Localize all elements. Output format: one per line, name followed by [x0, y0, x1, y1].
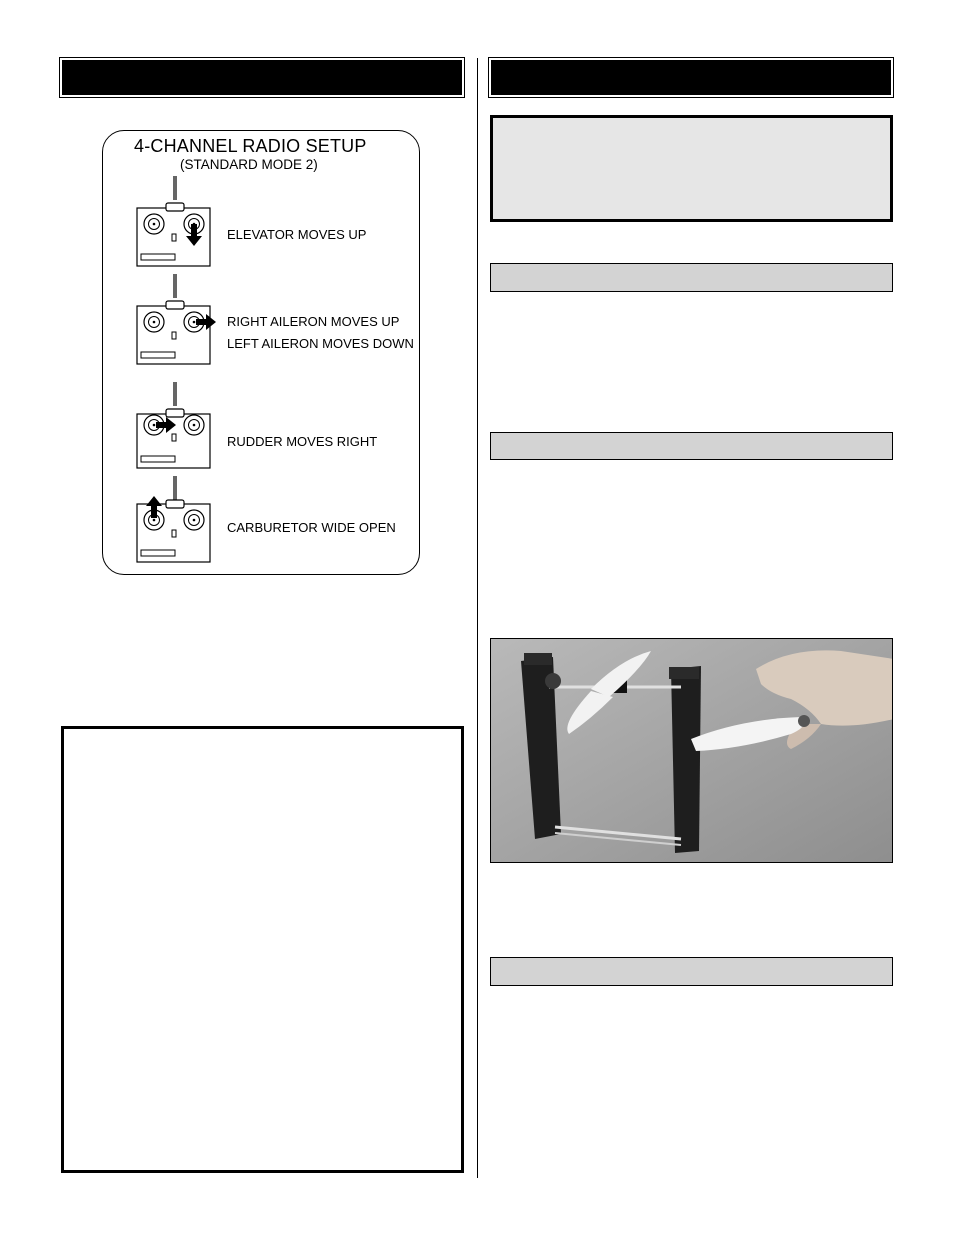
subsection-header-1 [490, 263, 893, 292]
subsection-header-3 [490, 957, 893, 986]
propeller-balancer-photo [490, 638, 893, 863]
propeller-icon [491, 639, 893, 863]
carburetor-step-label: CARBURETOR WIDE OPEN [227, 520, 396, 535]
aileron-step-label-2: LEFT AILERON MOVES DOWN [227, 336, 414, 351]
elevator-step-label: ELEVATOR MOVES UP [227, 227, 367, 242]
transmitter-rudder-icon [136, 382, 212, 474]
rudder-step-label: RUDDER MOVES RIGHT [227, 434, 378, 449]
radio-setup-title: 4-CHANNEL RADIO SETUP [134, 136, 367, 156]
transmitter-aileron-icon [136, 274, 216, 366]
warning-box [490, 115, 893, 222]
aileron-step-label: RIGHT AILERON MOVES UP [227, 314, 400, 329]
subsection-header-2 [490, 432, 893, 460]
column-divider [477, 58, 478, 1178]
transmitter-elevator-icon [136, 176, 212, 268]
note-box [61, 726, 464, 1173]
radio-setup-subtitle: (STANDARD MODE 2) [180, 157, 318, 172]
transmitter-throttle-icon [136, 476, 212, 568]
right-section-header [491, 60, 891, 95]
left-section-header [62, 60, 462, 95]
